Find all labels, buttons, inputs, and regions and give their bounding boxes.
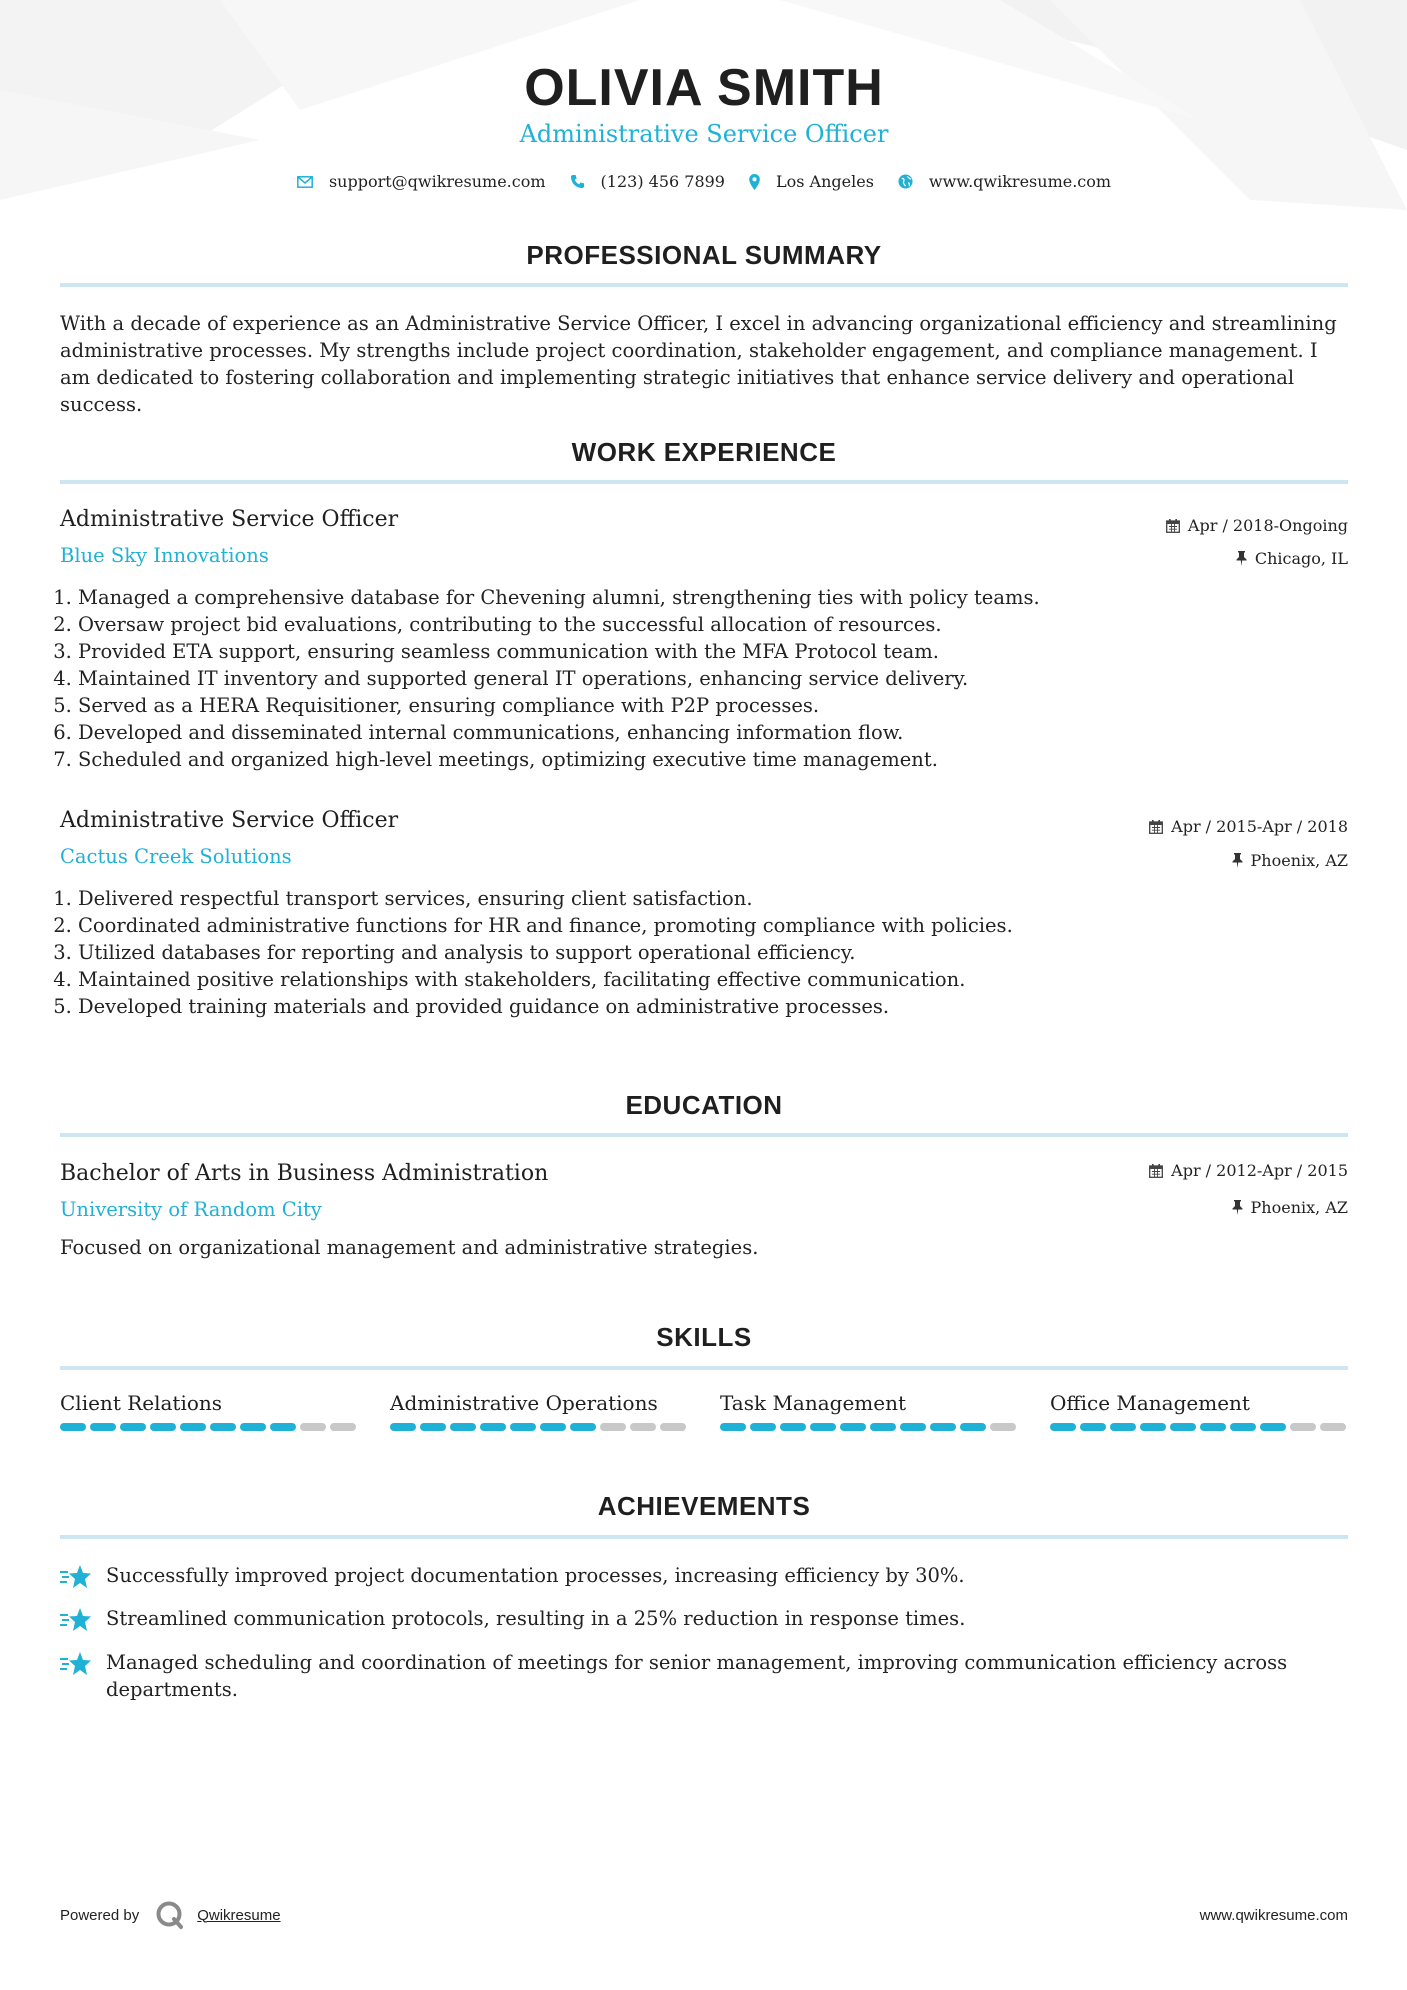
phone-text: (123) 456 7899 xyxy=(600,172,725,191)
skill-segment-filled xyxy=(120,1423,146,1431)
phone-icon xyxy=(570,174,585,189)
skill-segment-filled xyxy=(540,1423,566,1431)
summary-divider xyxy=(60,283,1348,287)
list-item: 2. Coordinated administrative functions for HR and finance, promoting compliance with policies. xyxy=(78,912,1348,939)
contact-bar xyxy=(60,172,1348,191)
job-responsibilities xyxy=(60,584,1348,773)
school-name: University of Random City xyxy=(60,1198,322,1221)
list-item: 7. Scheduled and organized high-level meetings, optimizing executive time management. xyxy=(78,746,1348,773)
achievement-text: Managed scheduling and coordination of meetings for senior management, improving communication efficiency across departments. xyxy=(106,1651,1288,1701)
education-location xyxy=(1232,1198,1348,1217)
list-item: 1. Delivered respectful transport services, ensuring client satisfaction. xyxy=(78,885,1348,912)
achievement-item xyxy=(60,1605,1348,1633)
skill-item xyxy=(390,1391,690,1431)
job-company: Blue Sky Innovations xyxy=(60,544,269,567)
job-title: Administrative Service Officer xyxy=(60,808,399,833)
powered-by-label: Powered by xyxy=(60,1906,140,1924)
job-responsibilities xyxy=(60,885,1348,1020)
skill-segment-filled xyxy=(1050,1423,1076,1431)
list-item: 4. Maintained IT inventory and supported general IT operations, enhancing service delivery. xyxy=(78,665,1348,692)
skill-segment-empty xyxy=(600,1423,626,1431)
summary-text: With a decade of experience as an Administrative Service Officer, I excel in advancing organizational efficiency and streamlining administrative processes. My strengths include project coordination, stakeholder engagement, and compliance management. I am dedicated to fostering collaboration and implementing strategic initiatives that enhance service delivery and operational success. xyxy=(60,312,1337,416)
achievement-text: Streamlined communication protocols, resulting in a 25% reduction in response times. xyxy=(106,1607,966,1630)
education-divider xyxy=(60,1133,1348,1137)
skill-segment-empty xyxy=(630,1423,656,1431)
skill-segment-filled xyxy=(1140,1423,1166,1431)
skill-item xyxy=(720,1391,1020,1431)
star-award-icon xyxy=(60,1651,92,1677)
email-text: support@qwikresume.com xyxy=(328,172,546,191)
skill-segment-filled xyxy=(420,1423,446,1431)
calendar-icon xyxy=(1166,519,1180,533)
achievement-item xyxy=(60,1649,1348,1703)
skill-segment-filled xyxy=(240,1423,266,1431)
education-location-text: Phoenix, AZ xyxy=(1250,1198,1348,1217)
skill-segment-filled xyxy=(1110,1423,1136,1431)
globe-icon xyxy=(898,174,913,189)
list-item: 4. Maintained positive relationships with stakeholders, facilitating effective communication. xyxy=(78,966,1348,993)
list-item: 6. Developed and disseminated internal communications, enhancing information flow. xyxy=(78,719,1348,746)
pin-icon xyxy=(1232,853,1243,868)
list-item: 1. Managed a comprehensive database for Chevening alumni, strengthening ties with policy teams. xyxy=(78,584,1348,611)
footer-website[interactable]: www.qwikresume.com xyxy=(1199,1907,1348,1924)
candidate-name: OLIVIA SMITH xyxy=(524,59,884,117)
star-award-icon xyxy=(60,1564,92,1590)
list-item: 3. Utilized databases for reporting and analysis to support operational efficiency. xyxy=(78,939,1348,966)
job-dates xyxy=(1149,817,1348,836)
summary-heading: PROFESSIONAL SUMMARY xyxy=(526,240,882,270)
contact-website[interactable] xyxy=(898,172,1111,191)
skills-divider xyxy=(60,1366,1348,1370)
skill-level-bar xyxy=(60,1423,360,1431)
job-title: Administrative Service Officer xyxy=(60,507,399,532)
skill-segment-filled xyxy=(90,1423,116,1431)
education-dates xyxy=(1149,1161,1348,1180)
job-location-text: Phoenix, AZ xyxy=(1250,851,1348,870)
job-company: Cactus Creek Solutions xyxy=(60,845,292,868)
skill-name: Office Management xyxy=(1050,1391,1250,1415)
calendar-icon xyxy=(1149,820,1163,834)
skill-level-bar xyxy=(720,1423,1020,1431)
skill-name: Task Management xyxy=(720,1391,907,1415)
job-dates-text: Apr / 2015-Apr / 2018 xyxy=(1171,817,1348,836)
list-item: 5. Served as a HERA Requisitioner, ensuring compliance with P2P processes. xyxy=(78,692,1348,719)
map-marker-icon xyxy=(749,174,760,190)
skill-segment-empty xyxy=(300,1423,326,1431)
skill-segment-empty xyxy=(330,1423,356,1431)
location-text: Los Angeles xyxy=(775,172,874,191)
skill-segment-filled xyxy=(390,1423,416,1431)
envelope-icon xyxy=(297,176,313,188)
achievement-item xyxy=(60,1562,1348,1590)
achievements-divider xyxy=(60,1535,1348,1539)
skill-segment-empty xyxy=(660,1423,686,1431)
skills-heading: SKILLS xyxy=(656,1322,752,1352)
skill-name: Client Relations xyxy=(60,1391,223,1415)
skill-segment-filled xyxy=(60,1423,86,1431)
achievement-text: Successfully improved project documentation processes, increasing efficiency by 30%. xyxy=(106,1564,965,1587)
skill-segment-filled xyxy=(450,1423,476,1431)
skill-segment-empty xyxy=(1290,1423,1316,1431)
skill-segment-filled xyxy=(930,1423,956,1431)
achievements-heading: ACHIEVEMENTS xyxy=(597,1491,811,1521)
skill-segment-filled xyxy=(840,1423,866,1431)
brand-link[interactable]: Qwikresume xyxy=(197,1906,281,1924)
list-item: 5. Developed training materials and provided guidance on administrative processes. xyxy=(78,993,1348,1020)
pin-icon xyxy=(1232,1200,1243,1215)
skill-segment-filled xyxy=(1200,1423,1226,1431)
skill-segment-filled xyxy=(210,1423,236,1431)
skill-segment-filled xyxy=(480,1423,506,1431)
candidate-title: Administrative Service Officer xyxy=(519,120,889,148)
skill-segment-filled xyxy=(750,1423,776,1431)
skill-segment-filled xyxy=(180,1423,206,1431)
experience-heading: WORK EXPERIENCE xyxy=(571,437,837,467)
job-location-text: Chicago, IL xyxy=(1254,549,1348,568)
skill-segment-filled xyxy=(1080,1423,1106,1431)
skill-segment-filled xyxy=(150,1423,176,1431)
skill-segment-filled xyxy=(960,1423,986,1431)
skill-segment-filled xyxy=(780,1423,806,1431)
pin-icon xyxy=(1236,551,1247,566)
skill-segment-filled xyxy=(870,1423,896,1431)
contact-location xyxy=(749,172,874,191)
education-heading: EDUCATION xyxy=(625,1090,783,1120)
skill-segment-filled xyxy=(900,1423,926,1431)
degree-title: Bachelor of Arts in Business Administration xyxy=(60,1161,549,1186)
contact-phone[interactable] xyxy=(570,172,725,191)
skill-segment-filled xyxy=(720,1423,746,1431)
skill-segment-filled xyxy=(810,1423,836,1431)
footer-powered-by xyxy=(60,1900,281,1930)
skill-level-bar xyxy=(390,1423,690,1431)
job-dates xyxy=(1166,516,1348,535)
skill-item xyxy=(60,1391,360,1431)
skill-item xyxy=(1050,1391,1350,1431)
job-location xyxy=(1236,549,1348,568)
job-dates-text: Apr / 2018-Ongoing xyxy=(1187,516,1348,535)
calendar-icon xyxy=(1149,1164,1163,1178)
skill-name: Administrative Operations xyxy=(390,1391,658,1415)
experience-divider xyxy=(60,480,1348,484)
contact-email[interactable] xyxy=(297,172,546,191)
list-item: 2. Oversaw project bid evaluations, contributing to the successful allocation of resources. xyxy=(78,611,1348,638)
skill-level-bar xyxy=(1050,1423,1350,1431)
education-dates-text: Apr / 2012-Apr / 2015 xyxy=(1171,1161,1348,1180)
skill-segment-filled xyxy=(1260,1423,1286,1431)
skill-segment-filled xyxy=(510,1423,536,1431)
education-description: Focused on organizational management and administrative strategies. xyxy=(60,1236,759,1259)
qwikresume-logo-icon xyxy=(155,1900,185,1930)
skill-segment-filled xyxy=(570,1423,596,1431)
skill-segment-empty xyxy=(990,1423,1016,1431)
star-award-icon xyxy=(60,1607,92,1633)
website-text: www.qwikresume.com xyxy=(928,172,1112,191)
skill-segment-filled xyxy=(1170,1423,1196,1431)
skill-segment-filled xyxy=(270,1423,296,1431)
skill-segment-empty xyxy=(1320,1423,1346,1431)
job-location xyxy=(1232,851,1348,870)
list-item: 3. Provided ETA support, ensuring seamless communication with the MFA Protocol team. xyxy=(78,638,1348,665)
skill-segment-filled xyxy=(1230,1423,1256,1431)
